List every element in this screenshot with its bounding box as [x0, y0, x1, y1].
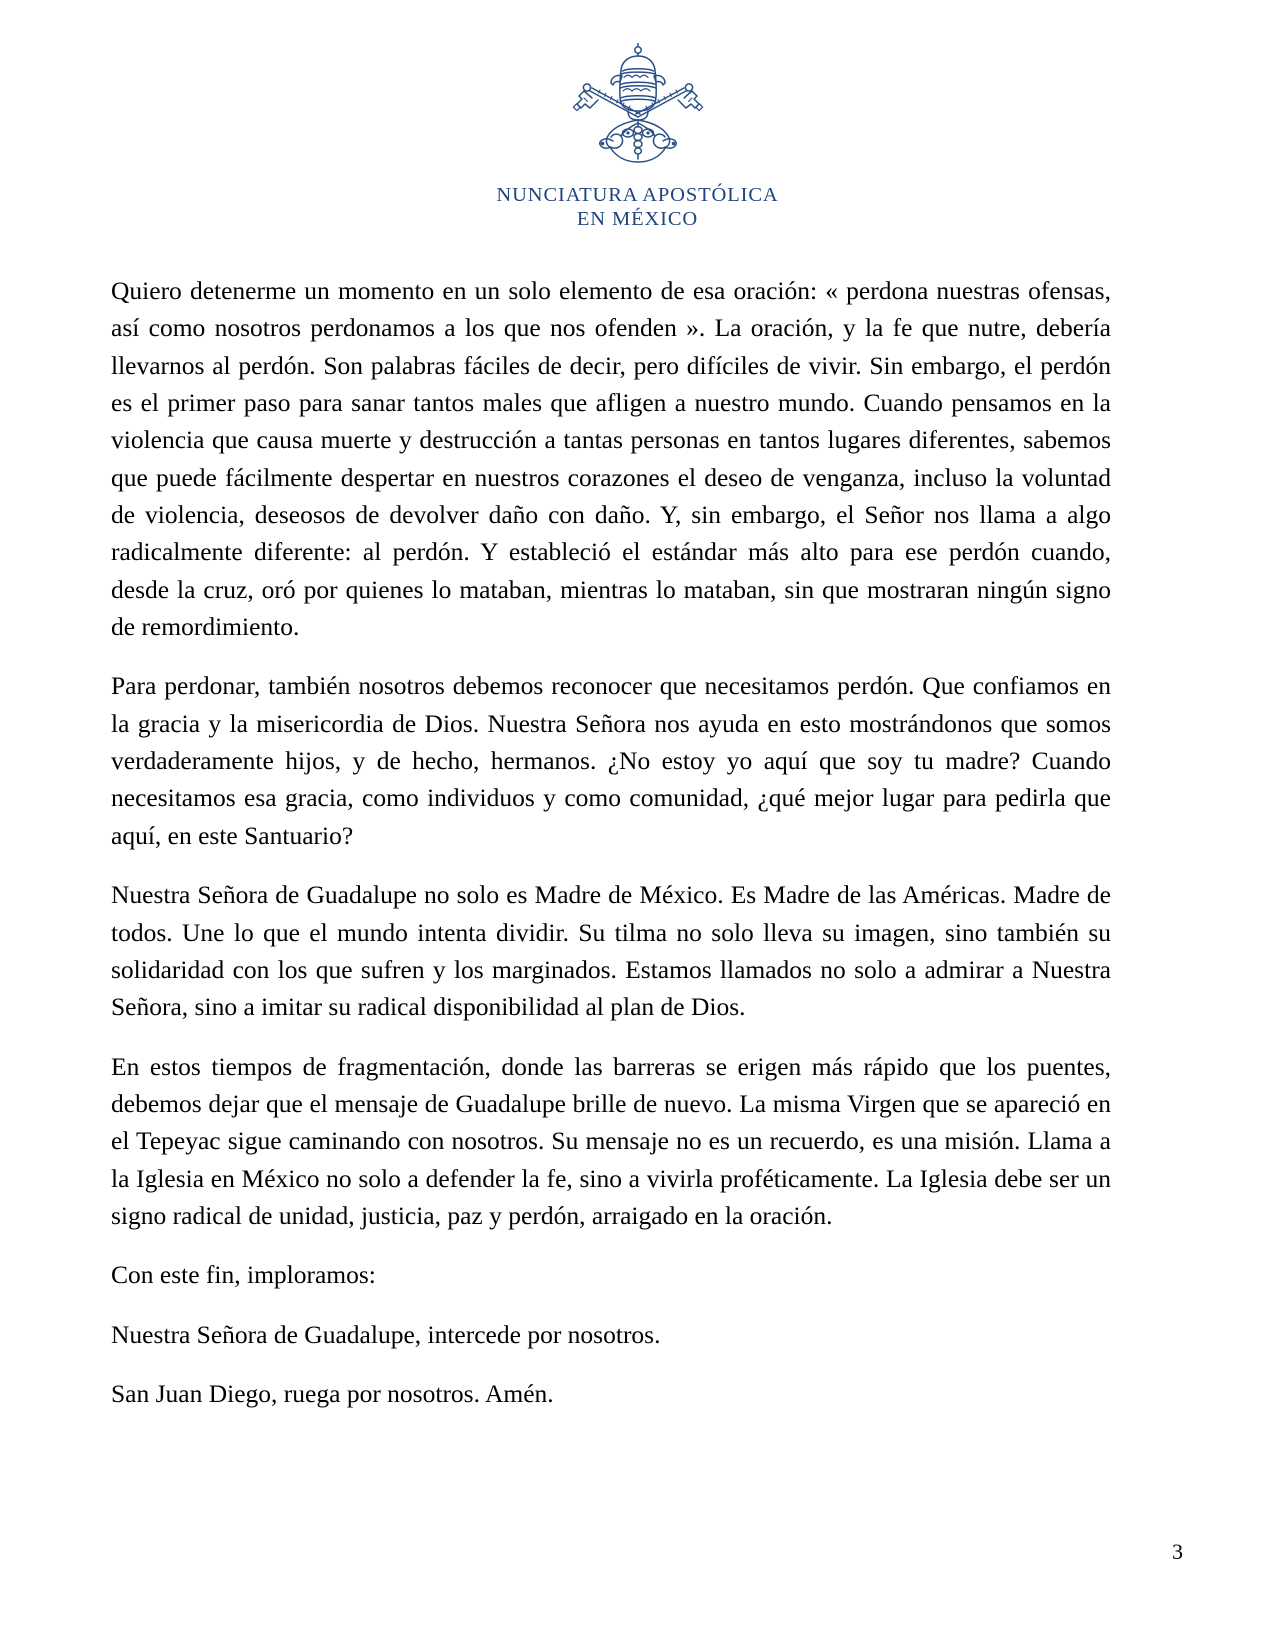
paragraph-5-invocation-intro: Con este fin, imploramos:	[111, 1260, 376, 1290]
page-number: 3	[1172, 1539, 1183, 1564]
paragraph-4: En estos tiempos de fragmentación, donde las barreras se erigen más rápido que los puentes, debemos dejar que el mensaje de Guadalupe brille de nuevo. La misma Virgen que se apareció en el Tepeyac sigue caminando con nosotros. Su mensaje no es un recuerdo, es una misión. Llama a la Iglesia en México no solo a defender la fe, sino a vivirla proféticamente. La Iglesia debe ser un signo radical de unidad, justicia, paz y perdón, arraigado en la oración.	[111, 1051, 1111, 1230]
paragraph-1: Quiero detenerme un momento en un solo elemento de esa oración: « perdona nuestras ofensas, así como nosotros perdonamos a los que nos ofenden ». La oración, y la fe que nutre, debería llevarnos al perdón. Son palabras fáciles de decir, pero difíciles de vivir. Sin embargo, el perdón es el primer paso para sanar tantos males que afligen a nuestro mundo. Cuando pensamos en la violencia que causa muerte y destrucción a tantas personas en tantos lugares diferentes, sabemos que puede fácilmente despertar en nuestros corazones el deseo de venganza, incluso la voluntad de violencia, deseosos de devolver daño con daño. Y, sin embargo, el Señor nos llama a algo radicalmente diferente: al perdón. Y estableció el estándar más alto para ese perdón cuando, desde la cruz, oró por quienes lo mataban, mientras lo mataban, sin que mostraran ningún signo de remordimiento.	[111, 276, 1111, 642]
papal-crest-svg	[554, 43, 722, 175]
letterhead-caption-line-1: NUNCIATURA APOSTÓLICA	[496, 184, 779, 206]
letterhead-caption-line-2: EN MÉXICO	[576, 208, 699, 231]
papal-coat-of-arms-icon	[553, 40, 723, 175]
letterhead-caption	[496, 183, 778, 231]
paragraph-2: Para perdonar, también nosotros debemos reconocer que necesitamos perdón. Que confiamos en la gracia y la misericordia de Dios. Nuestra Señora nos ayuda en esto mostrándonos que somos verdaderamente hijos, y de hecho, hermanos. ¿No estoy yo aquí que soy tu madre? Cuando necesitamos esa gracia, como individuos y como comunidad, ¿qué mejor lugar para pedirla que aquí, en este Santuario?	[111, 671, 1111, 850]
paragraph-7-invocation-juan-diego: San Juan Diego, ruega por nosotros. Amén.	[111, 1378, 554, 1408]
paragraph-3: Nuestra Señora de Guadalupe no solo es Madre de México. Es Madre de las Américas. Madre de todos. Une lo que el mundo intenta dividir. Su tilma no solo lleva su imagen, sino también su solidaridad con los que sufren y los marginados. Estamos llamados no solo a admirar a Nuestra Señora, sino a imitar su radical disponibilidad al plan de Dios.	[111, 880, 1111, 1022]
letterhead	[0, 40, 1275, 231]
document-body	[111, 272, 1111, 1412]
paragraph-6-invocation-guadalupe: Nuestra Señora de Guadalupe, intercede por nosotros.	[111, 1319, 661, 1349]
